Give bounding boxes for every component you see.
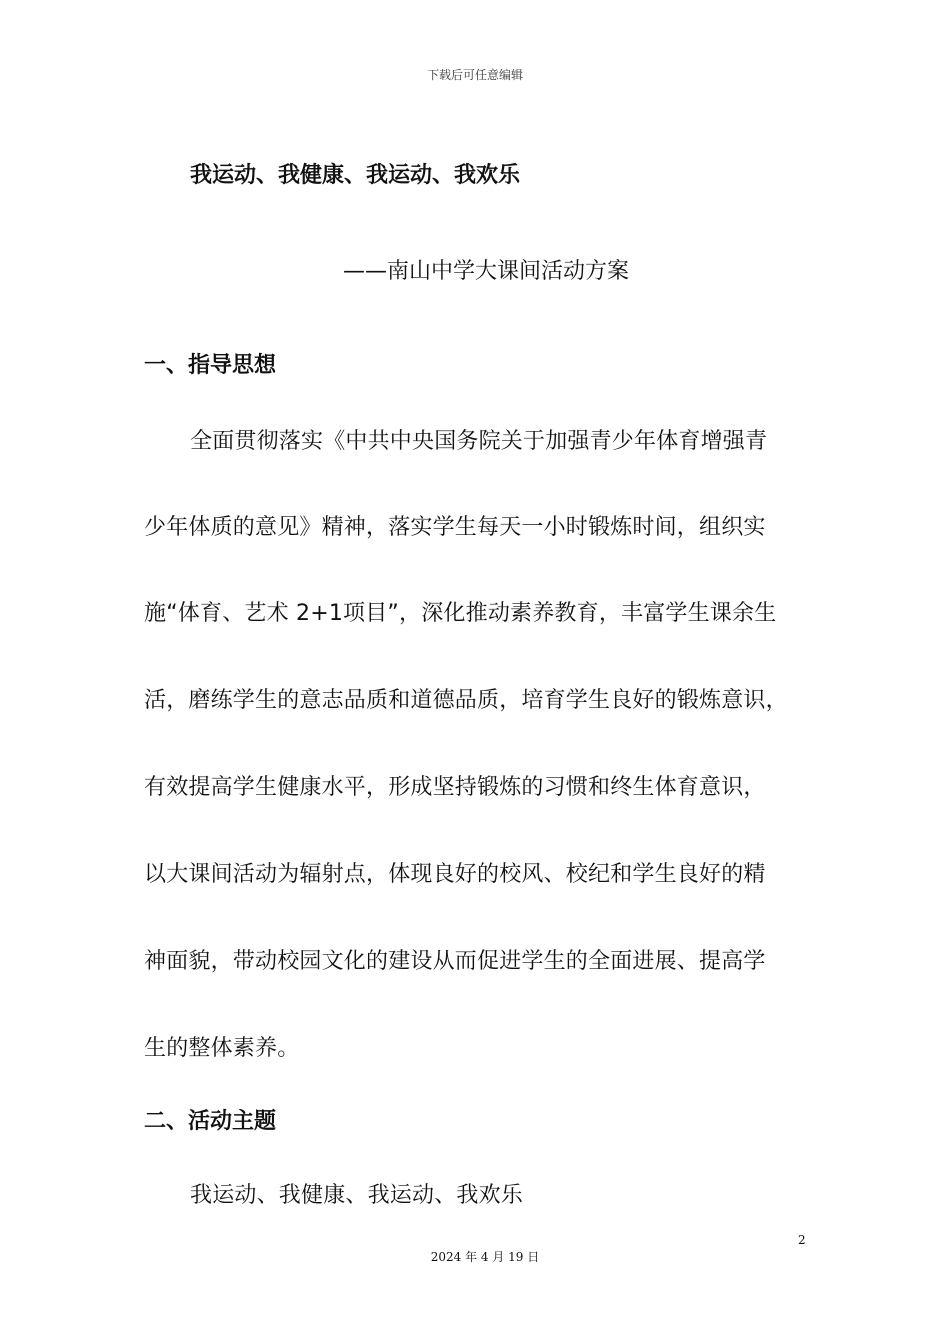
- paragraph-line: 全面贯彻落实《中共中央国务院关于加强青少年体育增强青: [190, 429, 768, 454]
- paragraph-line: 神面貌，带动校园文化的建设从而促进学生的全面进展、提高学: [144, 949, 766, 974]
- page-number: 2: [798, 1233, 806, 1247]
- header-note: 下载后可任意编辑: [426, 68, 523, 82]
- paragraph-line: 施“体育、艺术 2+1项目”，深化推动素养教育，丰富学生课余生: [144, 601, 777, 626]
- paragraph-line: 活，磨练学生的意志品质和道德品质，培育学生良好的锻炼意识，: [144, 688, 788, 713]
- section-heading-guiding-ideology: 一、指导思想: [144, 353, 277, 378]
- paragraph-line: 生的整体素养。: [144, 1036, 300, 1061]
- theme-line: 我运动、我健康、我运动、我欢乐: [190, 1183, 524, 1208]
- document-subtitle: ——南山中学大课间活动方案: [343, 259, 630, 284]
- paragraph-line: 以大课间活动为辐射点，体现良好的校风、校纪和学生良好的精: [144, 862, 766, 887]
- paragraph-line: 有效提高学生健康水平，形成坚持锻炼的习惯和终生体育意识，: [144, 775, 766, 800]
- paragraph-line: 少年体质的意见》精神，落实学生每天一小时锻炼时间，组织实: [144, 515, 766, 540]
- footer-date: 2024 年 4 月 19 日: [430, 1250, 540, 1264]
- document-title: 我运动、我健康、我运动、我欢乐: [190, 163, 521, 188]
- section-heading-activity-theme: 二、活动主题: [144, 1109, 277, 1134]
